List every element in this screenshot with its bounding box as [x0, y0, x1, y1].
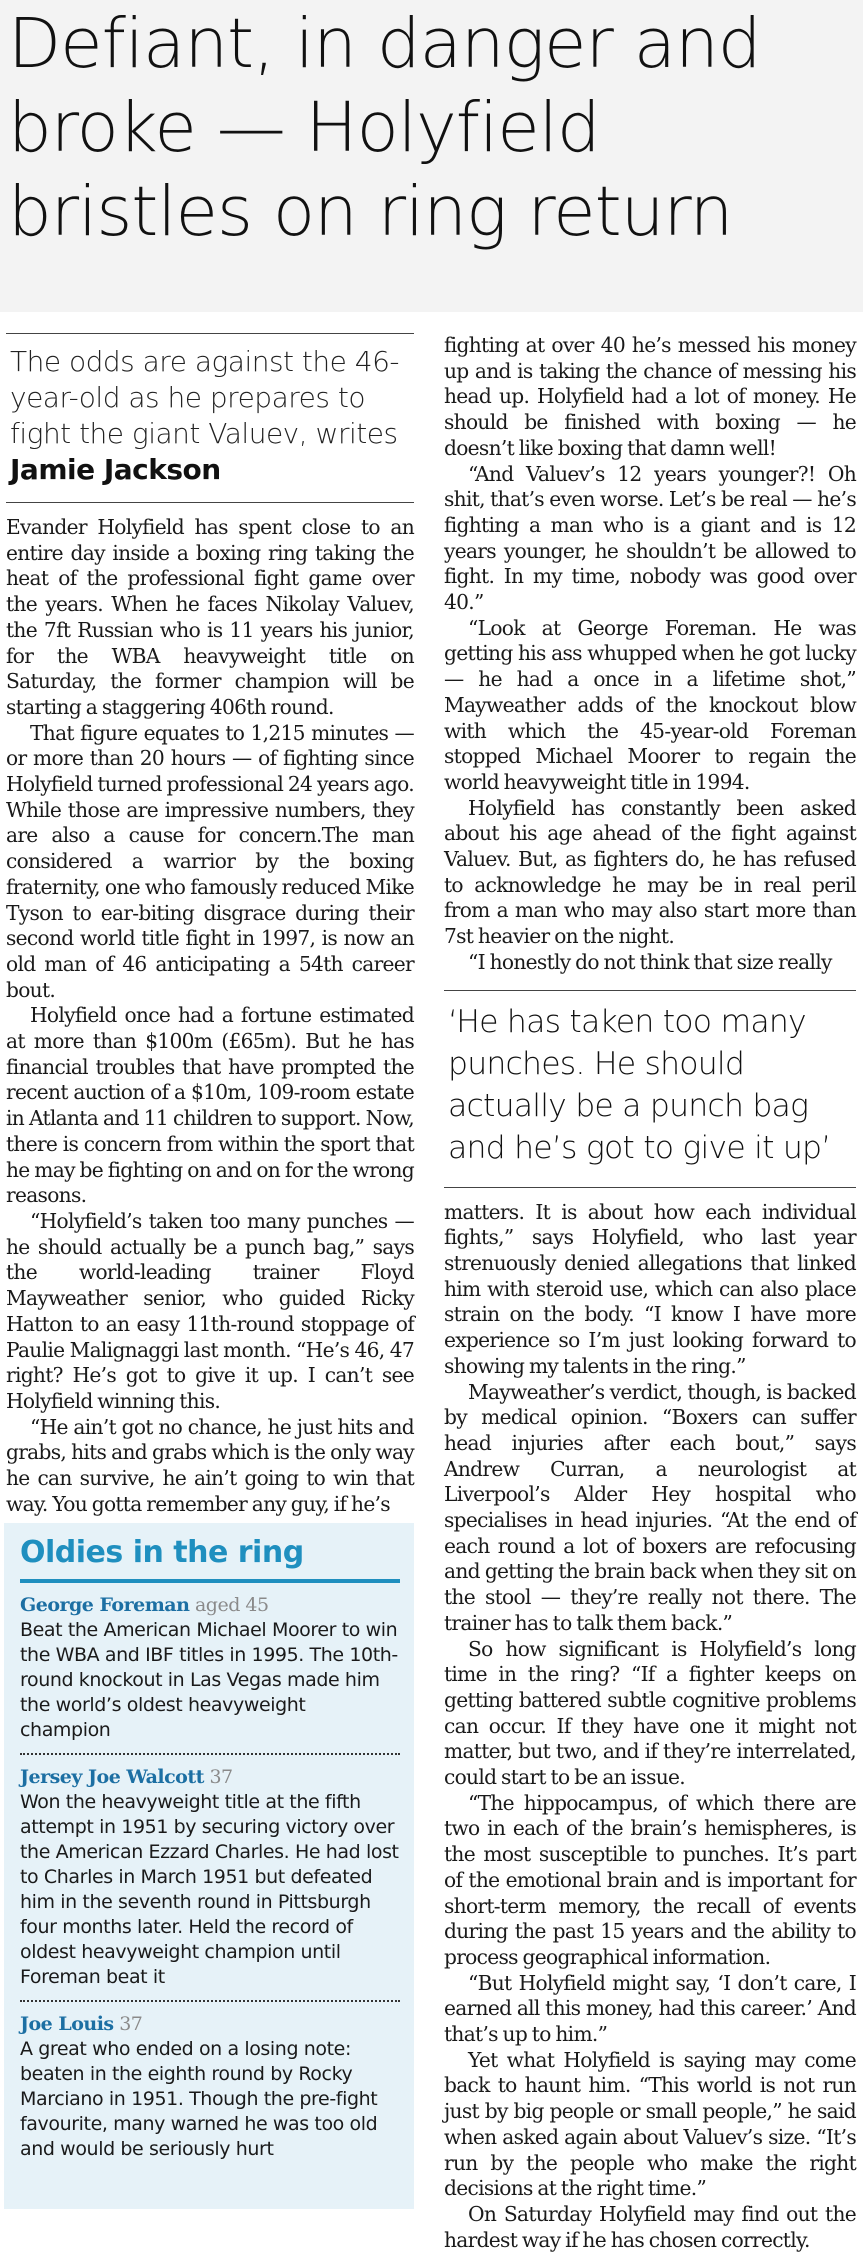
paragraph: matters. It is about how each individual fights,” says Holyfield, who last year strenuously denied allegations that linked him with steroid use, which can also place strain on the body. “I know I have more experience so I’m just looking forward to showing my talents in the ring.” [444, 1199, 856, 1378]
left-column [6, 333, 414, 1517]
paragraph: “I honestly do not think that size really [468, 949, 832, 974]
paragraph: Mayweather’s verdict, though, is backed by medical opinion. “Boxers can suffer head injuries after each bout,” says Andrew Curran, a neurologist at Liverpool’s Alder Hey hospital who specialises in head injuries. “At the end of each round a lot of boxers are refocusing and getting the brain back when they sit on the stool — they’re really not there. The trainer has to talk them back.” [444, 1379, 856, 1635]
entry-age: aged 45 [194, 1594, 269, 1616]
paragraph: That figure equates to 1,215 minutes — or more than 20 hours — of fighting since Holyfield turned professional 24 years ago. While those are impressive numbers, they are also a cause for concern.The man considered a warrior by the boxing fraternity, one who famously reduced Mike Tyson to ear-biting disgrace during their second world title fight in 1997, is now an old man of 46 anticipating a 54th career bout. [6, 720, 414, 1002]
paragraph: Yet what Holyfield is saying may come back to haunt him. “This world is not run just by big people or small people,” he said when asked again about Valuev’s size. “It’s run by the people who make the right decisions at the right time.” [444, 2047, 856, 2201]
paragraph: fighting at over 40 he’s messed his money up and is taking the chance of messing his head up. Holyfield had a lot of money. He should be finished with boxing — he doesn’t like boxing that damn well! [444, 333, 856, 460]
standfirst [6, 333, 414, 503]
paragraph: “Holyfield’s taken too many punches — he should actually be a punch bag,” says the world-leading trainer Floyd Mayweather senior, who guided Ricky Hatton to an easy 11th-round stoppage of Paulie Malignaggi last month. “He’s 46, 47 right? He’s got to give it up. I can’t see Holyfield winning this. [6, 1208, 414, 1413]
entry-age: 37 [209, 1766, 233, 1788]
paragraph: “He ain’t got no chance, he just hits and grabs, hits and grabs which is the only way he can survive, he ain’t going to win that way. You gotta remember any guy, if he’s [6, 1414, 414, 1516]
oldies-sidebar [4, 1523, 414, 2209]
paragraph: “The hippocampus, of which there are two in each of the brain’s hemispheres, is the most susceptible to punches. It’s part of the emotional brain and is important for short-term memory, the recall of events during the past 15 years and the ability to process geographical information. [444, 1790, 856, 1969]
entry-text: Won the heavyweight title at the fifth attempt in 1951 by securing victory over the American Ezzard Charles. He had lost to Charles in March 1951 but defeated him in the seventh round in Pittsburgh four months later. Held the record of oldest heavyweight champion until Foreman beat it [20, 1791, 399, 1988]
right-body-top [444, 333, 856, 976]
headline: Defiant, in danger and broke — Holyfield bristles on ring return [8, 4, 761, 252]
entry-name: Jersey Joe Walcott [20, 1766, 204, 1788]
sidebar-entry [20, 1753, 400, 2000]
entry-text: A great who ended on a losing note: beaten in the eighth round by Rocky Marciano in 1951. Though the pre-fight favourite, many warned he was too old and would be seriously hurt [20, 2038, 378, 2160]
pull-quote: ‘He has taken too many punches. He should actually be a punch bag and he’s got to give it up’ [444, 990, 856, 1188]
sidebar-entry [20, 1583, 400, 1753]
paragraph: On Saturday Holyfield may find out the hardest way if he has chosen correctly. [444, 2202, 856, 2252]
sidebar-entry [20, 2000, 400, 2172]
paragraph: “And Valuev’s 12 years younger?! Oh shit, that’s even worse. Let’s be real — he’s fighting a man who is a giant and is 12 years younger, he shouldn’t be allowed to fight. In my time, nobody was good over 40.” [444, 461, 856, 615]
entry-age: 37 [119, 2013, 143, 2035]
paragraph: Holyfield has constantly been asked about his age ahead of the fight against Valuev. But, as fighters do, he has refused to acknowledge he may be in real peril from a man who may also start more than 7st heavier on the night. [444, 795, 856, 949]
paragraph: Evander Holyfield has spent close to an entire day inside a boxing ring taking the heat of the professional fight game over the years. When he faces Nikolay Valuev, the 7ft Russian who is 11 years his junior, for the WBA heavyweight title on Saturday, the former champion will be starting a staggering 406th round. [6, 515, 414, 719]
right-body-bottom [444, 1200, 856, 2253]
right-column [444, 333, 856, 2253]
byline-author: Jamie Jackson [10, 453, 221, 486]
entry-name: Joe Louis [20, 2013, 114, 2035]
standfirst-text: The odds are against the 46-year-old as he prepares to fight the giant Valuev, writes [10, 345, 400, 450]
paragraph: So how significant is Holyfield’s long time in the ring? “If a fighter keeps on getting battered subtle cognitive problems can occur. If they have one it might not matter, but two, and if they’re interrelated, could start to be an issue. [444, 1636, 856, 1790]
paragraph: “Look at George Foreman. He was getting his ass whupped when he got lucky — he had a once in a lifetime shot,” Mayweather adds of the knockout blow with which the 45-year-old Foreman stopped Michael Moorer to regain the world heavyweight title in 1994. [444, 615, 856, 794]
entry-name: George Foreman [20, 1594, 190, 1616]
left-body [6, 515, 414, 1517]
paragraph: Holyfield once had a fortune estimated at more than $100m (£65m). But he has financial troubles that have prompted the recent auction of a $10m, 109-room estate in Atlanta and 11 children to support. Now, there is concern from within the sport that he may be fighting on and on for the wrong reasons. [6, 1003, 414, 1208]
paragraph: “But Holyfield might say, ‘I don’t care, I earned all this money, had this career.’ And that’s up to him.” [444, 1970, 856, 2047]
headline-band [0, 0, 863, 312]
entry-text: Beat the American Michael Moorer to win the WBA and IBF titles in 1995. The 10th-round knockout in Las Vegas made him the world’s oldest heavyweight champion [20, 1619, 398, 1741]
sidebar-title: Oldies in the ring [20, 1535, 400, 1583]
